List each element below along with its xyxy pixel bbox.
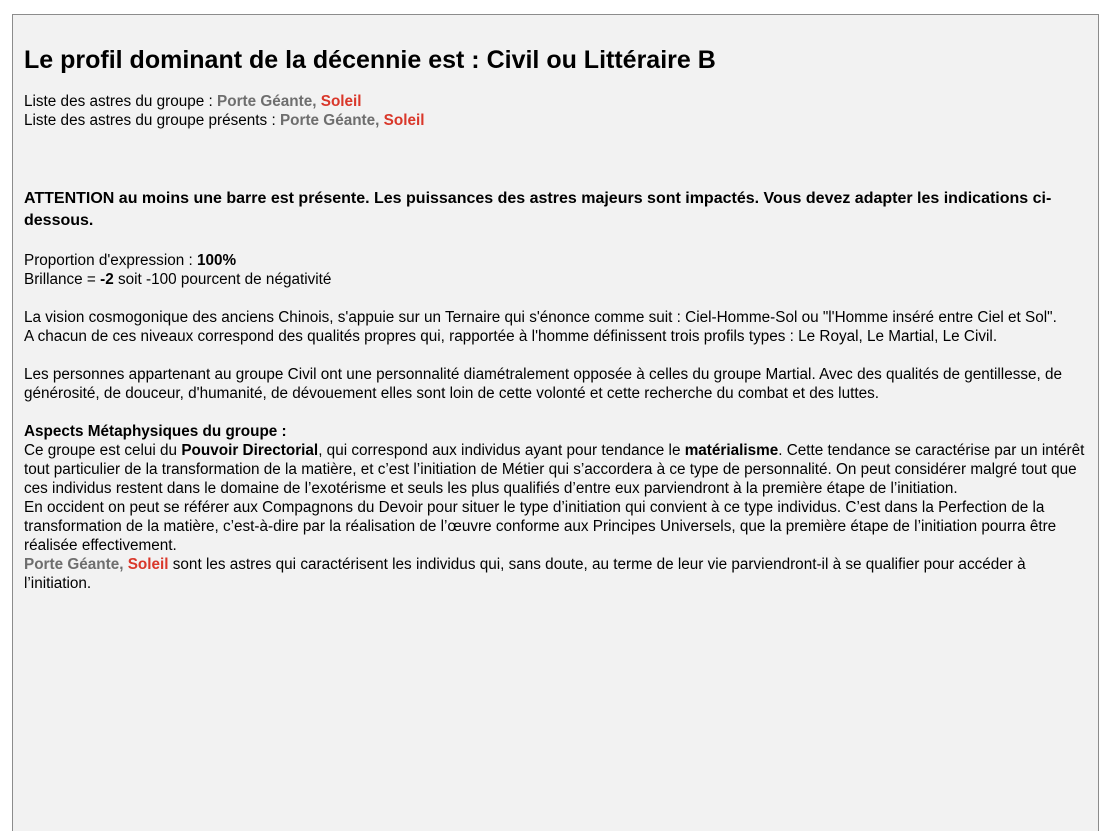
astre-soleil: Soleil	[383, 112, 425, 129]
astre-separator: ,	[119, 556, 128, 573]
civil-paragraph: Les personnes appartenant au groupe Civil ont une personnalité diamétralement opposée à celles du groupe Martial. Avec des qualités de gentillesse, de générosité, de douceur, d'humanité, de dévouement elles sont loin de cette volonté et cette recherche du combat et des luttes.	[24, 366, 1063, 402]
aspects-sentence-3	[24, 555, 1086, 593]
page-title: Le profil dominant de la décennie est : Civil ou Littéraire B	[24, 46, 716, 74]
group-astres-list	[24, 92, 1086, 111]
brillance-label: Brillance =	[24, 271, 101, 288]
group-list-label: Liste des astres du groupe :	[24, 93, 218, 110]
aspects-text: . Cette tendance se caractérise par un intérêt tout particulier de la transformation de la matière, et c’est l’initiation de Métier qui s’accordera à ce type de personnalité. On peut considérer malgré tout que ces individus restent dans le domaine de l’exotérisme et seuls les plus qualifiés d’entre eux parviendront à la première étape de l’initiation.	[24, 442, 1085, 497]
proportion-value: 100%	[196, 252, 237, 269]
brillance-suffix: soit -100 pourcent de négativité	[113, 271, 332, 288]
group-astres-present	[24, 111, 1086, 130]
brillance-value: -2	[100, 271, 114, 288]
aspects-heading	[24, 422, 1086, 441]
aspects-sentence-2: En occident on peut se référer aux Compagnons du Devoir pour situer le type d’initiation qui convient à ce type individus. C’est dans la Perfection de la transformation de la matière, c’est-à-dire par la réalisation de l’œuvre conforme aux Principes Universels, que la première étape de l’initiation pourra être réalisée effectivement.	[24, 499, 1057, 554]
spacer	[24, 346, 1086, 365]
spacer	[24, 403, 1086, 422]
astre-separator: ,	[375, 112, 384, 129]
astre-porte-geante: Porte Géante	[24, 556, 120, 573]
vision-paragraph-line-1: La vision cosmogonique des anciens Chinois, s'appuie sur un Ternaire qui s'énonce comme suit : Ciel-Homme-Sol ou "l'Homme inséré entre Ciel et Sol".	[24, 309, 1057, 326]
aspects-conclusion: sont les astres qui caractérisent les individus qui, sans doute, au terme de leur vie parviendront-il à se qualifier pour accéder à l’initiation.	[24, 556, 1026, 592]
aspects-sentence-1	[24, 441, 1086, 498]
aspects-text: Ce groupe est celui du	[24, 442, 182, 459]
spacer	[24, 289, 1086, 308]
aspects-heading-text: Aspects Métaphysiques du groupe :	[24, 423, 287, 440]
spacer	[24, 232, 1086, 251]
profile-panel	[12, 14, 1099, 831]
vision-paragraph-line-2: A chacun de ces niveaux correspond des qualités propres qui, rapportée à l'homme définissent trois profils types : Le Royal, Le Martial, Le Civil.	[24, 328, 998, 345]
brillance-line	[24, 270, 1086, 289]
astre-soleil: Soleil	[127, 556, 169, 573]
astre-separator: ,	[312, 93, 321, 110]
materialisme: matérialisme	[684, 442, 779, 459]
spacer	[24, 130, 1086, 188]
proportion-label: Proportion d'expression :	[24, 252, 197, 269]
astre-soleil: Soleil	[320, 93, 362, 110]
pouvoir-directorial: Pouvoir Directorial	[181, 442, 319, 459]
astre-porte-geante: Porte Géante	[279, 112, 376, 129]
group-present-label: Liste des astres du groupe présents :	[24, 112, 280, 129]
aspects-text: , qui correspond aux individus ayant pour tendance le	[318, 442, 685, 459]
proportion-line	[24, 251, 1086, 270]
astre-porte-geante: Porte Géante	[217, 93, 313, 110]
warning-message: ATTENTION au moins une barre est présente. Les puissances des astres majeurs sont impactés. Vous devez adapter les indications ci-dessous.	[24, 190, 1052, 229]
